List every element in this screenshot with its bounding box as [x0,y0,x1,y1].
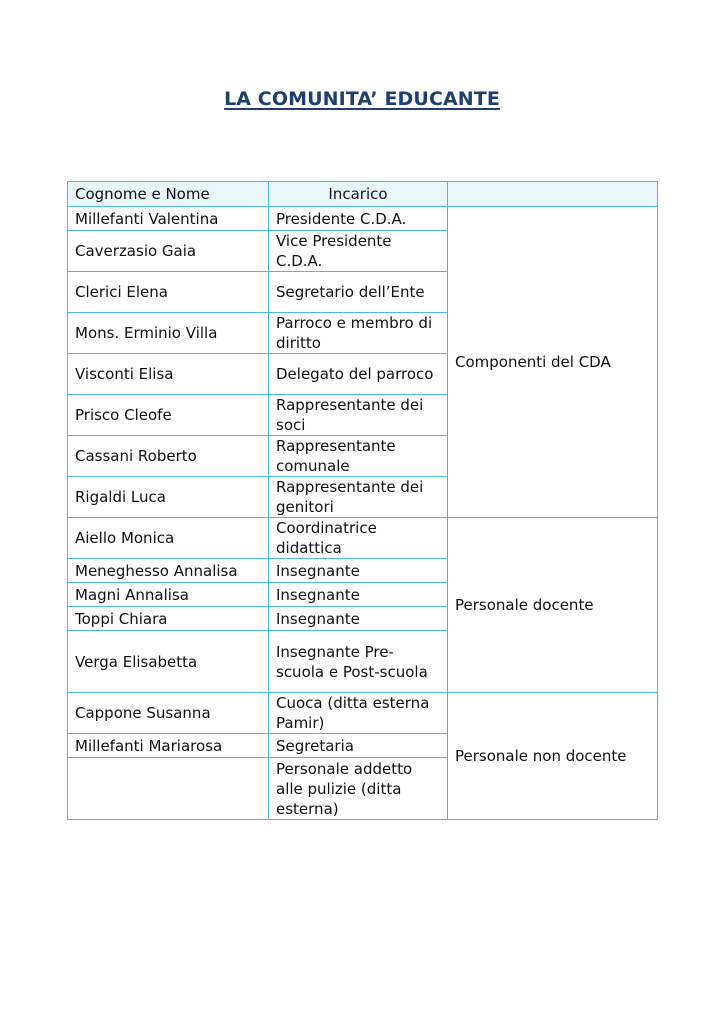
table-row [68,518,658,559]
header-group [448,182,658,207]
cell-name [68,758,269,820]
cell-role: Segretario dell’Ente [269,272,448,313]
cell-name: Mons. Erminio Villa [68,313,269,354]
cell-name: Clerici Elena [68,272,269,313]
cell-name: Millefanti Mariarosa [68,734,269,758]
cell-role: Parroco e membro di diritto [269,313,448,354]
cell-name: Toppi Chiara [68,607,269,631]
cell-name: Aiello Monica [68,518,269,559]
cell-name: Rigaldi Luca [68,477,269,518]
cell-role: Rappresentante comunale [269,436,448,477]
cell-name: Meneghesso Annalisa [68,559,269,583]
cell-role: Cuoca (ditta esterna Pamir) [269,693,448,734]
cell-role: Insegnante [269,559,448,583]
table-header-row [68,182,658,207]
cell-role: Delegato del parroco [269,354,448,395]
cell-name: Cassani Roberto [68,436,269,477]
cell-role: Insegnante [269,583,448,607]
cell-name: Caverzasio Gaia [68,231,269,272]
cell-role: Segretaria [269,734,448,758]
cell-role: Personale addetto alle pulizie (ditta esterna) [269,758,448,820]
header-name: Cognome e Nome [68,182,269,207]
cell-name: Millefanti Valentina [68,207,269,231]
cell-role: Insegnante Pre-scuola e Post-scuola [269,631,448,693]
page-title-text: LA COMUNITA’ EDUCANTE [224,88,500,110]
cell-role: Insegnante [269,607,448,631]
cell-role: Rappresentante dei genitori [269,477,448,518]
cell-role: Coordinatrice didattica [269,518,448,559]
table-row [68,693,658,734]
cell-name: Visconti Elisa [68,354,269,395]
staff-table [67,181,658,820]
cell-name: Prisco Cleofe [68,395,269,436]
group-teaching-staff: Personale docente [448,518,658,693]
cell-role: Vice Presidente C.D.A. [269,231,448,272]
page-title [0,88,724,110]
cell-name: Cappone Susanna [68,693,269,734]
cell-name: Magni Annalisa [68,583,269,607]
group-cda: Componenti del CDA [448,207,658,518]
cell-role: Presidente C.D.A. [269,207,448,231]
group-non-teaching-staff: Personale non docente [448,693,658,820]
cell-name: Verga Elisabetta [68,631,269,693]
table-row [68,207,658,231]
header-role: Incarico [269,182,448,207]
cell-role: Rappresentante dei soci [269,395,448,436]
